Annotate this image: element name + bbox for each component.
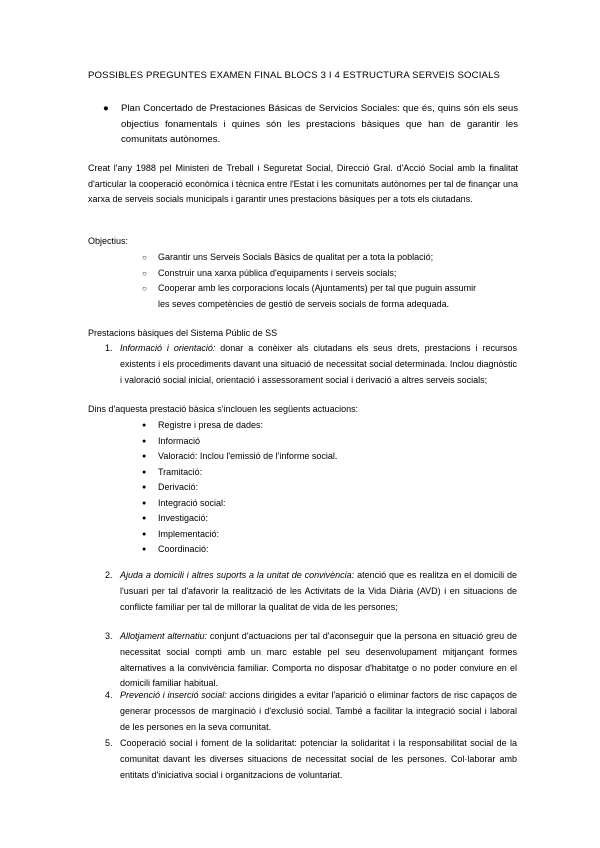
item-number: 1. [105, 343, 113, 353]
list-item: ● Valoració: Inclou l'emissió de l'informe social. [142, 449, 442, 465]
bullet-icon: ● [142, 484, 147, 491]
prestacio-body: accions dirigides a evitar l'aparició o eliminar factors de risc capaços de generar processos de marginació i d'exclusió social. També a facilitar la integració social i laboral de les persones en la seva comunitat. [120, 690, 517, 732]
list-item: ● Tramitació: [142, 465, 442, 481]
prestacio-body: donar a conèixer als ciutadans els seus drets, prestacions i recursos existents i els procediments davant una situació de necessitat social determinada. Inclou diagnòstic i valoració social inicial, orientació i assessorament social i derivació a altres serveis socials; [120, 343, 517, 385]
prestacio-1 [105, 341, 517, 388]
prestacions-label: Prestacions bàsiques del Sistema Públic de SS [88, 328, 278, 338]
objectives-label: Objectius: [88, 236, 129, 246]
list-item: ○ Construir una xarxa pública d'equipaments i serveis socials; [142, 266, 522, 282]
document-title: POSSIBLES PREGUNTES EXAMEN FINAL BLOCS 3 I 4 ESTRUCTURA SERVEIS SOCIALS [88, 70, 501, 81]
prestacio-title: Allotjament alternatiu: [120, 631, 207, 641]
item-number: 5. [105, 738, 113, 748]
intro-paragraph: Creat l'any 1988 pel Ministeri de Treball i Seguretat Social, Direcció Gral. d'Acció Social amb la finalitat d'articular la cooperació econòmica i tècnica entre l'Estat i les comunitats autònomes per tal de finançar una xarxa de serveis socials municipals i garantir unes prestacions bàsiques per a tots els ciutadans. [88, 163, 518, 205]
list-item: ○ Cooperar amb les corporacions locals (Ajuntaments) per tal que puguin assumir [142, 281, 522, 297]
bullet-marker: ● [103, 103, 109, 114]
prestacio-title: Prevenció i inserció social: [120, 690, 227, 700]
actions-label: Dins d'aquesta prestació bàsica s'inclouen les següents actuacions: [88, 404, 359, 414]
prestacio-4 [105, 688, 517, 735]
list-item: ● Derivació: [142, 480, 442, 496]
prestacio-body: atenció que es realitza en el domicili de l'usuari per tal d'afavorir la realització de les Activitats de la Vida Diària (AVD) i en situacions de conflicte familiar per tal de millorar la qualitat de vida de les persones; [120, 570, 517, 612]
list-item: ● Registre i presa de dades: [142, 418, 442, 434]
question-bullet [103, 101, 518, 148]
prestacio-body: Cooperació social i foment de la solidaritat: potenciar la solidaritat i la responsabilitat social de la comunitat davant les diverses situacions de necessitat social de les persones. Col·laborar amb entitats d'iniciativa social i organitzacions de voluntariat. [120, 738, 517, 780]
circle-bullet-icon: ○ [142, 253, 147, 262]
item-number: 3. [105, 631, 113, 641]
bullet-icon: ● [142, 422, 147, 429]
circle-bullet-icon: ○ [142, 284, 147, 294]
bullet-icon: ● [142, 453, 147, 460]
prestacio-3 [105, 629, 517, 692]
list-item: ● Informació [142, 434, 442, 450]
prestacio-5 [105, 736, 517, 783]
bullet-icon: ● [142, 515, 147, 522]
actions-list [142, 418, 442, 558]
list-item: ● Integració social: [142, 496, 442, 512]
list-item: ● Implementació: [142, 527, 442, 543]
bullet-icon: ● [142, 468, 147, 476]
bullet-icon: ● [142, 499, 147, 507]
question-text: Plan Concertado de Prestaciones Básicas de Servicios Sociales: que és, quins són els seus objectius fonamentals i quines són les prestacions bàsiques que han de garantir les comunitats autònomes. [121, 103, 518, 145]
bullet-icon: ● [142, 530, 147, 538]
item-number: 2. [105, 570, 113, 580]
prestacio-title: Informació i orientació: [120, 343, 216, 353]
circle-bullet-icon: ○ [142, 268, 147, 278]
objectives-list [142, 250, 522, 312]
prestacio-2 [105, 568, 517, 615]
bullet-icon: ● [142, 437, 147, 445]
prestacio-title: Ajuda a domicili i altres suports a la unitat de convivència: [120, 570, 355, 580]
item-number: 4. [105, 690, 113, 700]
bullet-icon: ● [142, 546, 147, 553]
list-item: ● Investigació: [142, 511, 442, 527]
list-item: ○ Garantir uns Serveis Socials Bàsics de qualitat per a tota la població; [142, 250, 522, 266]
list-item-continuation: les seves competències de gestió de serveis socials de forma adequada. [158, 298, 450, 309]
prestacio-body: conjunt d'actuacions per tal d'aconseguir que la persona en situació greu de necessitat social compti amb un marc estable pel seu desenvolupament mitjançant formes alternatives a la convivència familiar. Comporta no disposar d'habitatge o no poder conviure en el domicili familiar habitual. [120, 631, 518, 689]
list-item: ● Coordinació: [142, 542, 442, 558]
